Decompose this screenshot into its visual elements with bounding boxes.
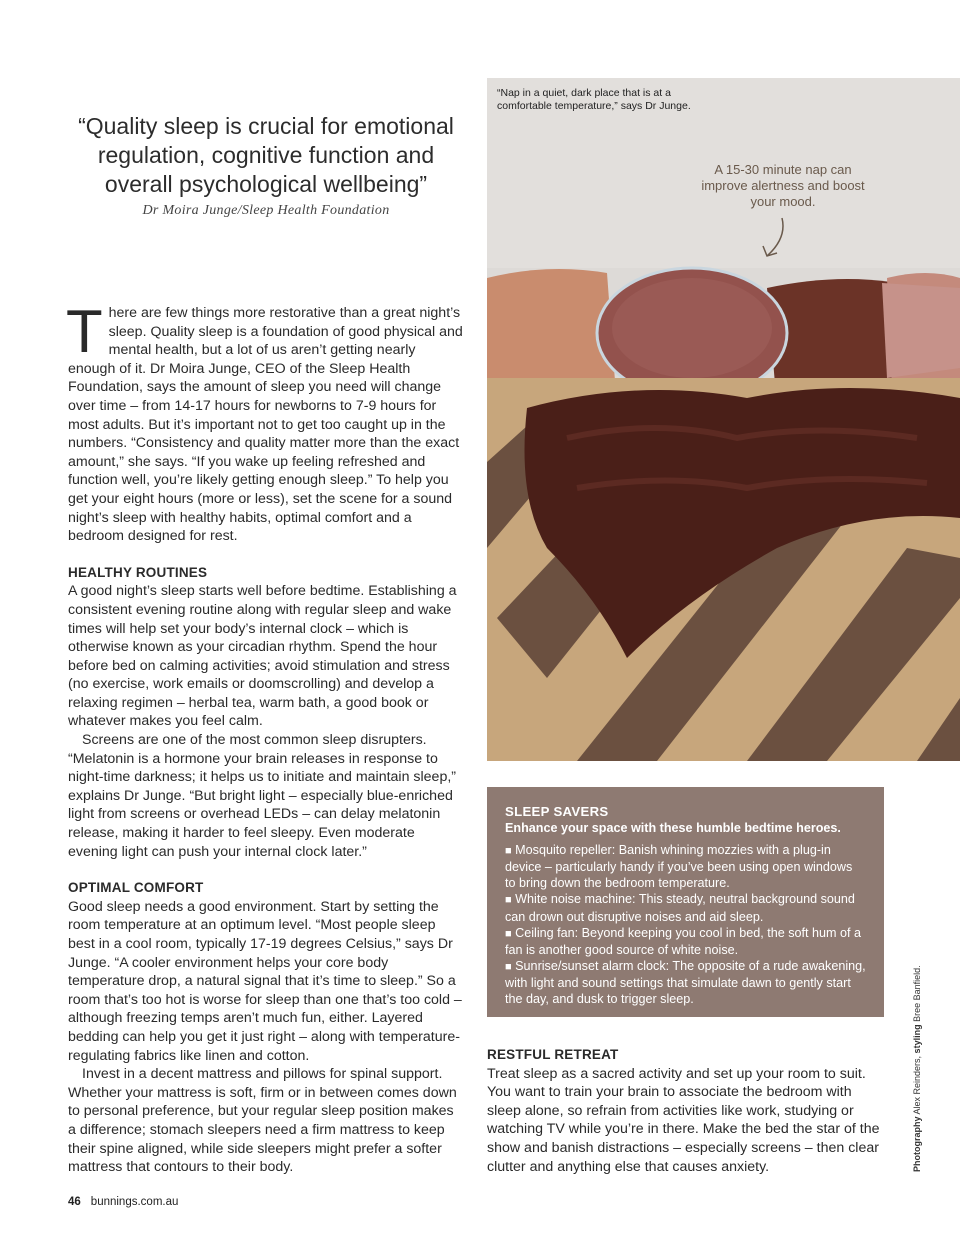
bedroom-photo bbox=[487, 78, 960, 761]
heading-healthy-routines: HEALTHY ROUTINES bbox=[68, 564, 208, 580]
sleep-saver-item: ■ Sunrise/sunset alarm clock: The opposite of a rude awakening, with light and sound settings that simulate dawn to gently start the day, and dusk to trigger sleep. bbox=[505, 958, 866, 1007]
healthy-paragraph-2: Screens are one of the most common sleep disrupters. “Melatonin is a hormone your brain releases in response to night-time darkness; it helps us to initiate and maintain sleep,” explains Dr Junge. “But bright light – especially blue-enriched light from screens or overhead LEDs – can delay melatonin release, making it harder to feel sleepy. Even moderate evening light can push your internal clock later.” bbox=[68, 732, 456, 860]
pull-quote-text: “Quality sleep is crucial for emotional regulation, cognitive function and overall psychological wellbeing” bbox=[78, 113, 454, 197]
bullet-icon: ■ bbox=[505, 894, 512, 907]
intro-text: here are few things more restorative than a great night’s sleep. Quality sleep is a foundation of good physical and mental health, but a lot of us aren’t getting nearly enough of it. Dr Moira Junge, CEO of the Sleep Health Foundation, says the amount of sleep you need will change over time – from 14-17 hours for newborns to 7-9 hours for most adults. But it’s important not to get too caught up in the numbers. “Consistency and quality matter more than the exact amount,” she says. “If you wake up feeling refreshed and function well, you’re likely getting enough sleep.” To help you get your eight hours (more or less), set the scene for a sound night’s sleep with healthy habits, optimal comfort and a bedroom designed for rest. bbox=[68, 305, 463, 545]
bullet-icon: ■ bbox=[505, 927, 512, 940]
pull-quote bbox=[68, 112, 464, 219]
heading-optimal-comfort: OPTIMAL COMFORT bbox=[68, 880, 204, 896]
pull-quote-attribution: Dr Moira Junge/Sleep Health Foundation bbox=[142, 203, 390, 218]
sleep-saver-item: ■ Ceiling fan: Beyond keeping you cool in bed, the soft hum of a fan is another good source of white noise. bbox=[505, 925, 862, 957]
sleep-savers-box bbox=[487, 787, 884, 1017]
bullet-icon: ■ bbox=[505, 960, 512, 973]
sleep-savers-subtitle: Enhance your space with these humble bedtime heroes. bbox=[505, 821, 841, 836]
sleep-saver-item: ■ Mosquito repeller: Banish whining mozzies with a plug-in device – particularly handy if you’ve been using open windows to bring down the bedroom temperature. bbox=[505, 843, 853, 891]
comfort-paragraph-2: Invest in a decent mattress and pillows for spinal support. Whether your mattress is soft, firm or in between comes down to personal preference, but your regular sleep position makes a difference; stomach sleepers need a firm mattress to keep their spine aligned, while side sleepers might prefer a softer mattress that contours to their body. bbox=[68, 1066, 457, 1176]
page-footer bbox=[68, 1196, 178, 1208]
sleep-saver-item: ■ White noise machine: This steady, neutral background sound can drown out disruptive noises and aid sleep. bbox=[505, 892, 855, 924]
sleep-savers-title: SLEEP SAVERS bbox=[505, 804, 609, 819]
bullet-icon: ■ bbox=[505, 845, 512, 858]
photo-note: A 15-30 minute nap can improve alertness and boost your mood. bbox=[701, 162, 865, 209]
heading-restful-retreat: RESTFUL RETREAT bbox=[487, 1047, 619, 1062]
photo-credit: Photography Alex Reinders, styling Bree Banfield. bbox=[912, 965, 922, 1172]
healthy-paragraph-1: A good night’s sleep starts well before bedtime. Establishing a consistent evening routine along with regular sleep and wake times will help set your body’s internal clock – which is otherwise known as your circadian rhythm. Spend the hour before bed on calming activities; avoid stimulation and stress (no exercise, work emails or doomscrolling) and develop a relaxing regimen – herbal tea, warm bath, a good book or whatever makes you feel calm. bbox=[68, 583, 457, 730]
intro-paragraph bbox=[66, 298, 465, 546]
comfort-paragraph-1: Good sleep needs a good environment. Start by setting the room temperature at an optimum level. “Most people sleep best in a cool room, typically 17-19 degrees Celsius,” says Dr Junge. “A cooler environment helps your core body temperature drop, a natural signal that it’s time to sleep.” So a room that’s too hot is worse for sleep than one that’s too cold – although freezing temps aren’t much fun, either. Layered bedding can help you get it just right – along with temperature-regulating fabrics like linen and cotton. bbox=[68, 898, 462, 1064]
site-url: bunnings.com.au bbox=[90, 1196, 179, 1208]
drop-cap: T bbox=[66, 298, 103, 365]
right-column bbox=[487, 1046, 884, 1176]
left-column bbox=[66, 298, 465, 1177]
retreat-paragraph: Treat sleep as a sacred activity and set up your room to suit. You want to train your brain to associate the bedroom with sleep alone, so refrain from activities like work, studying or watching TV while you’re in there. Make the bed the star of the show and banish distractions – especially screens – then clear clutter and anything else that causes anxiety. bbox=[487, 1065, 880, 1175]
page-number: 46 bbox=[68, 1196, 81, 1208]
photo-caption: “Nap in a quiet, dark place that is at a comfortable temperature,” says Dr Junge. bbox=[497, 87, 691, 112]
